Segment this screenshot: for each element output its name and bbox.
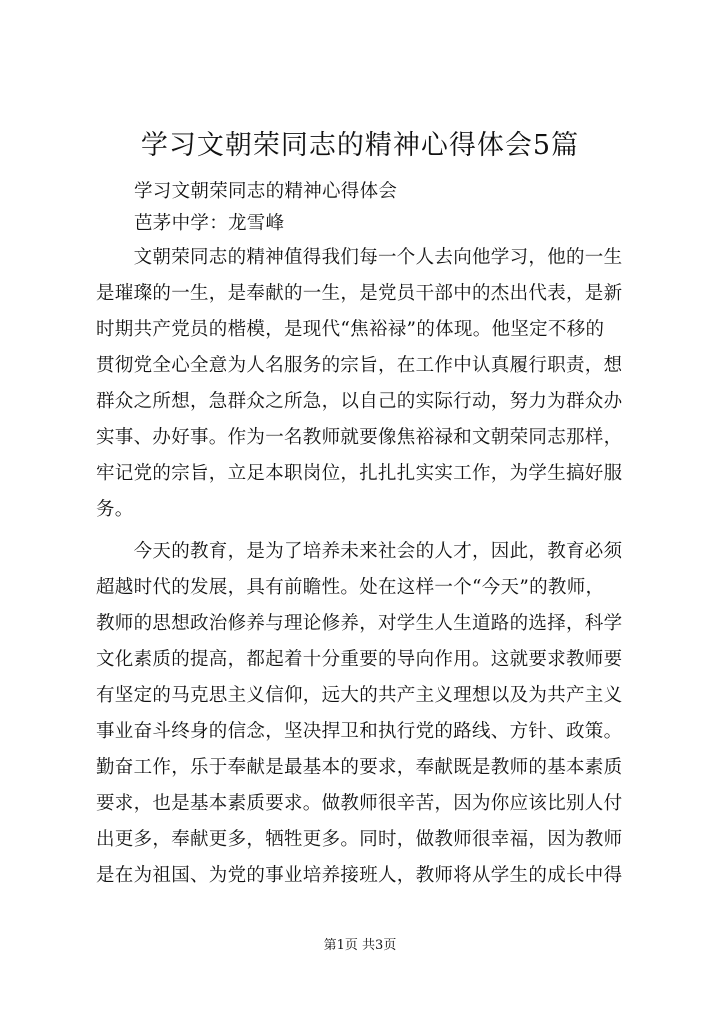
page-number: 第1页 共3页 xyxy=(323,938,397,953)
body-line: 事业奋斗终身的信念，坚决捍卫和执行党的路线、方针、政策。 xyxy=(96,721,623,742)
document-title: 学习文朝荣同志的精神心得体会5篇 xyxy=(140,130,580,161)
body-line: 牢记党的宗旨，立足本职岗位，扎扎扎实实工作，为学生搞好服 xyxy=(96,463,623,484)
body-line: 是在为祖国、为党的事业培养接班人，教师将从学生的成长中得 xyxy=(96,865,623,886)
body-line: 超越时代的发展，具有前瞻性。处在这样一个“今天”的教师， xyxy=(96,577,605,598)
body-line: 群众之所想，急群众之所急，以自己的实际行动，努力为群众办 xyxy=(96,391,623,412)
body-line: 文朝荣同志的精神值得我们每一个人去向他学习，他的一生 xyxy=(96,247,623,268)
body-line: 教师的思想政治修养与理论修养，对学生人生道路的选择，科学 xyxy=(96,613,623,634)
body-line: 今天的教育，是为了培养未来社会的人才，因此，教育必须 xyxy=(96,541,623,562)
author-line: 芭茅中学：龙雪峰 xyxy=(134,213,285,234)
body-line: 文化素质的提高，都起着十分重要的导向作用。这就要求教师要 xyxy=(96,649,623,670)
subtitle: 学习文朝荣同志的精神心得体会 xyxy=(134,181,398,202)
body-line: 实事、办好事。作为一名教师就要像焦裕禄和文朝荣同志那样， xyxy=(96,427,623,448)
body-line: 务。 xyxy=(96,499,134,520)
body-line: 勤奋工作，乐于奉献是最基本的要求，奉献既是教师的基本素质 xyxy=(96,757,623,778)
body-line: 时期共产党员的楷模，是现代“焦裕禄”的体现。他坚定不移的 xyxy=(96,319,605,340)
body-line: 贯彻党全心全意为人名服务的宗旨，在工作中认真履行职责，想 xyxy=(96,355,623,376)
body-line: 是璀璨的一生，是奉献的一生，是党员干部中的杰出代表，是新 xyxy=(96,283,623,304)
body-line: 有坚定的马克思主义信仰，远大的共产主义理想以及为共产主义 xyxy=(96,685,623,706)
body-line: 出更多，奉献更多，牺牲更多。同时，做教师很幸福，因为教师 xyxy=(96,829,623,850)
body-line: 要求，也是基本素质要求。做教师很辛苦，因为你应该比别人付 xyxy=(96,793,623,814)
